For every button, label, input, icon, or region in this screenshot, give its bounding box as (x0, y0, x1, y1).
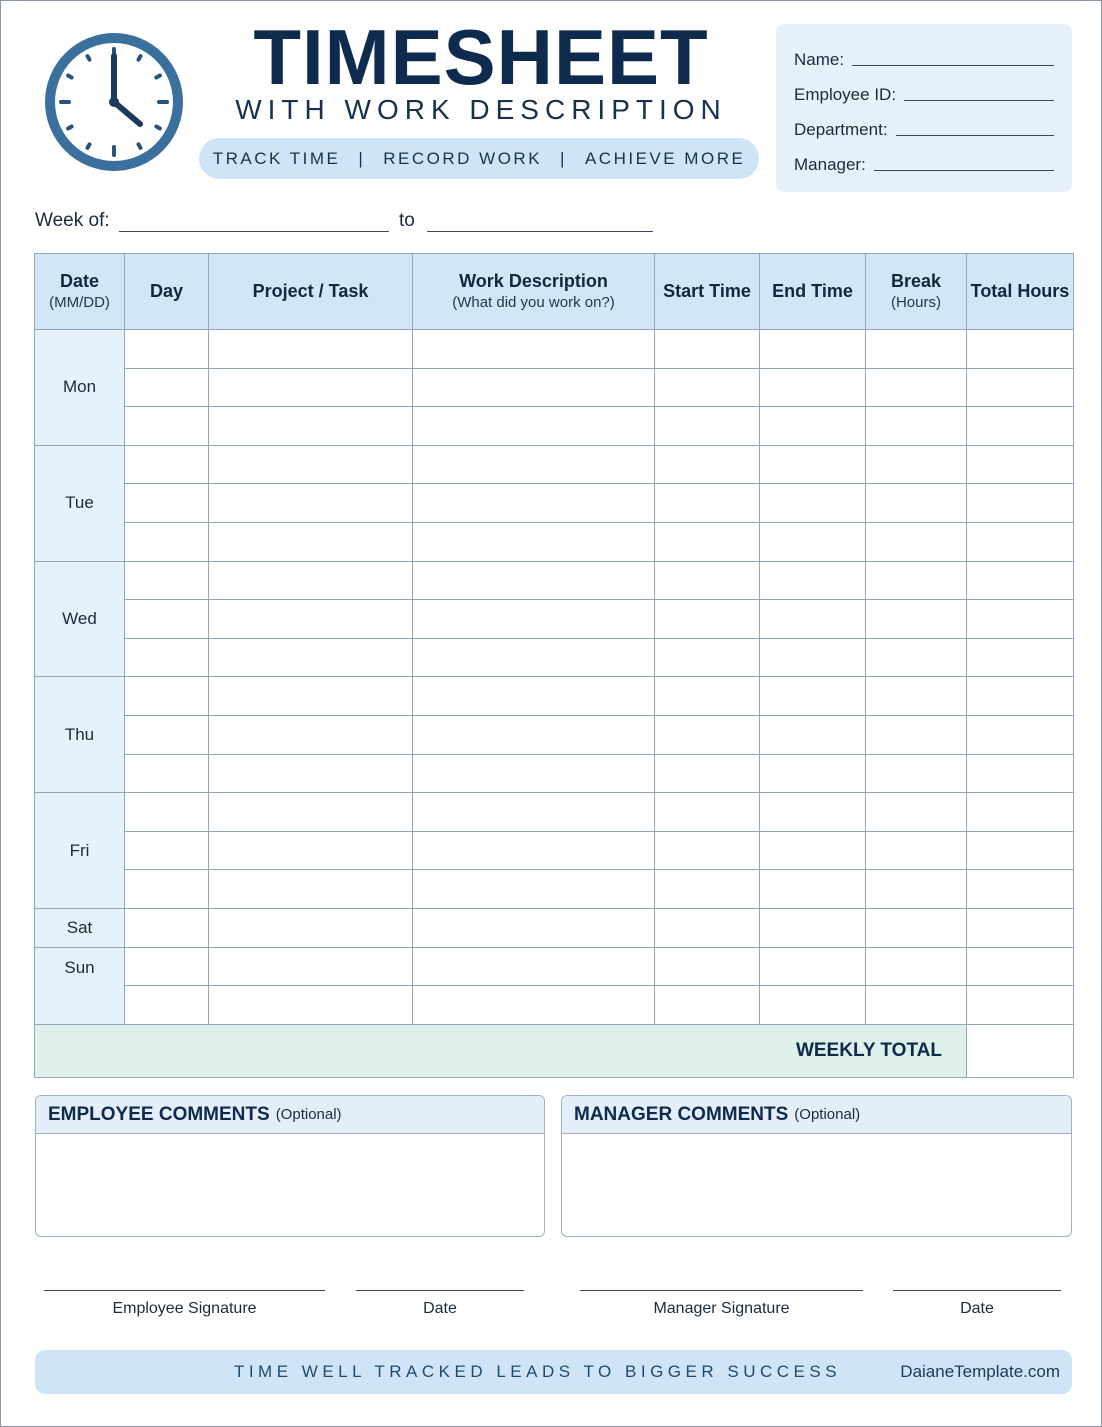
entry-cell[interactable] (209, 368, 413, 407)
entry-cell[interactable] (967, 870, 1074, 909)
entry-cell[interactable] (413, 986, 655, 1025)
entry-cell[interactable] (655, 754, 760, 793)
entry-cell[interactable] (655, 445, 760, 484)
manager-comments-title: MANAGER COMMENTS (574, 1103, 789, 1125)
entry-cell[interactable] (655, 561, 760, 600)
entry-cell[interactable] (209, 715, 413, 754)
day-label-cell: Sat (35, 908, 125, 947)
table-row (35, 484, 1074, 523)
entry-cell[interactable] (866, 947, 967, 986)
employee-signature-label: Employee Signature (112, 1300, 257, 1317)
timesheet-table (34, 253, 1074, 1078)
table-row (35, 947, 1074, 986)
entry-cell[interactable] (209, 793, 413, 832)
entry-cell[interactable] (760, 908, 866, 947)
day-label-cell: Mon (35, 330, 125, 446)
entry-cell[interactable] (209, 330, 413, 369)
table-row (35, 407, 1074, 446)
entry-cell[interactable] (967, 522, 1074, 561)
entry-cell[interactable] (655, 908, 760, 947)
entry-cell[interactable] (760, 870, 866, 909)
employee-comments-title: EMPLOYEE COMMENTS (48, 1103, 270, 1125)
entry-cell[interactable] (967, 445, 1074, 484)
entry-cell[interactable] (760, 793, 866, 832)
day-label-cell: Thu (35, 677, 125, 793)
entry-cell[interactable] (866, 638, 967, 677)
employee-info-box (776, 24, 1072, 192)
entry-cell[interactable] (760, 561, 866, 600)
entry-cell[interactable] (967, 638, 1074, 677)
entry-cell[interactable] (209, 677, 413, 716)
weekly-total-label: WEEKLY TOTAL (35, 1024, 967, 1077)
entry-cell[interactable] (866, 715, 967, 754)
entry-cell[interactable] (413, 831, 655, 870)
entry-cell[interactable] (967, 368, 1074, 407)
table-row (35, 561, 1074, 600)
entry-cell[interactable] (760, 754, 866, 793)
entry-cell[interactable] (967, 407, 1074, 446)
table-row (35, 368, 1074, 407)
entry-cell[interactable] (655, 484, 760, 523)
entry-cell[interactable] (760, 986, 866, 1025)
entry-cell[interactable] (760, 330, 866, 369)
entry-cell[interactable] (413, 908, 655, 947)
entry-cell[interactable] (655, 831, 760, 870)
manager-input-line[interactable] (874, 170, 1054, 171)
footer-site-link[interactable]: DaianeTemplate.com (900, 1362, 1060, 1381)
employee-id-label: Employee ID: (794, 85, 897, 104)
table-header-row (35, 254, 1074, 330)
entry-cell[interactable] (967, 600, 1074, 639)
tagline-item: ACHIEVE MORE (584, 148, 746, 168)
column-header-work-description: Work Description (What did you work on?) (413, 254, 655, 330)
entry-cell[interactable] (125, 715, 209, 754)
entry-cell[interactable] (413, 368, 655, 407)
entry-cell[interactable] (125, 947, 209, 986)
entry-cell[interactable] (413, 484, 655, 523)
entry-cell[interactable] (209, 754, 413, 793)
table-row (35, 600, 1074, 639)
employee-comments-header (36, 1096, 544, 1134)
entry-cell[interactable] (655, 677, 760, 716)
entry-cell[interactable] (209, 407, 413, 446)
entry-cell[interactable] (413, 947, 655, 986)
footer-slogan: TIME WELL TRACKED LEADS TO BIGGER SUCCESS (233, 1362, 842, 1381)
day-label-cell: Tue (35, 445, 125, 561)
entry-cell[interactable] (413, 600, 655, 639)
entry-cell[interactable] (760, 831, 866, 870)
week-to-label: to (399, 210, 415, 231)
entry-cell[interactable] (413, 677, 655, 716)
entry-cell[interactable] (760, 368, 866, 407)
entry-cell[interactable] (967, 986, 1074, 1025)
entry-cell[interactable] (866, 831, 967, 870)
entry-cell[interactable] (760, 484, 866, 523)
tagline-separator: | (560, 148, 567, 168)
name-field[interactable] (794, 46, 1054, 70)
day-label-cell: Fri (35, 793, 125, 909)
entry-cell[interactable] (413, 715, 655, 754)
manager-date-label: Date (960, 1300, 994, 1317)
entry-cell[interactable] (413, 870, 655, 909)
employee-signature-line[interactable] (44, 1290, 325, 1291)
manager-date-line[interactable] (893, 1290, 1061, 1291)
entry-cell[interactable] (866, 677, 967, 716)
entry-cell[interactable] (760, 407, 866, 446)
clock-icon (44, 32, 184, 172)
manager-comments-box[interactable] (561, 1095, 1072, 1237)
entry-cell[interactable] (866, 600, 967, 639)
entry-cell[interactable] (125, 986, 209, 1025)
table-row (35, 715, 1074, 754)
column-header-start-time: Start Time (655, 254, 760, 330)
department-input-line[interactable] (896, 135, 1054, 136)
entry-cell[interactable] (209, 947, 413, 986)
entry-cell[interactable] (866, 986, 967, 1025)
entry-cell[interactable] (866, 330, 967, 369)
table-row (35, 793, 1074, 832)
entry-cell[interactable] (125, 831, 209, 870)
entry-cell[interactable] (209, 522, 413, 561)
entry-cell[interactable] (125, 368, 209, 407)
entry-cell[interactable] (655, 947, 760, 986)
entry-cell[interactable] (760, 600, 866, 639)
entry-cell[interactable] (209, 986, 413, 1025)
entry-cell[interactable] (760, 947, 866, 986)
manager-field[interactable] (794, 151, 1054, 175)
entry-cell[interactable] (866, 407, 967, 446)
entry-cell[interactable] (866, 870, 967, 909)
week-end-input-line[interactable] (427, 231, 653, 232)
table-row (35, 986, 1074, 1025)
department-label: Department: (794, 120, 888, 139)
column-header-day: Day (125, 254, 209, 330)
entry-cell[interactable] (413, 793, 655, 832)
entry-cell[interactable] (125, 522, 209, 561)
entry-cell[interactable] (655, 793, 760, 832)
tagline-item: RECORD WORK (383, 148, 543, 168)
weekly-total-cell[interactable] (967, 1024, 1074, 1077)
entry-cell[interactable] (125, 638, 209, 677)
employee-id-input-line[interactable] (904, 100, 1054, 101)
page-subtitle: WITH WORK DESCRIPTION (235, 94, 727, 125)
employee-comments-optional-note: (Optional) (275, 1106, 342, 1123)
entry-cell[interactable] (125, 561, 209, 600)
table-row (35, 522, 1074, 561)
employee-comments-box[interactable] (35, 1095, 545, 1237)
column-header-break: Break (Hours) (866, 254, 967, 330)
entry-cell[interactable] (866, 445, 967, 484)
entry-cell[interactable] (655, 986, 760, 1025)
name-label: Name: (794, 50, 845, 69)
entry-cell[interactable] (866, 793, 967, 832)
employee-id-field[interactable] (794, 81, 1054, 105)
entry-cell[interactable] (655, 330, 760, 369)
entry-cell[interactable] (125, 445, 209, 484)
name-input-line[interactable] (852, 65, 1054, 66)
entry-cell[interactable] (413, 638, 655, 677)
entry-cell[interactable] (209, 908, 413, 947)
entry-cell[interactable] (125, 600, 209, 639)
department-field[interactable] (794, 116, 1054, 140)
entry-cell[interactable] (655, 600, 760, 639)
page-title: TIMESHEET (253, 13, 709, 101)
table-row (35, 677, 1074, 716)
table-row (35, 831, 1074, 870)
entry-cell[interactable] (866, 754, 967, 793)
table-row (35, 754, 1074, 793)
entry-cell[interactable] (413, 561, 655, 600)
entry-cell[interactable] (209, 561, 413, 600)
entry-cell[interactable] (209, 445, 413, 484)
entry-cell[interactable] (967, 484, 1074, 523)
entry-cell[interactable] (760, 677, 866, 716)
entry-cell[interactable] (967, 793, 1074, 832)
entry-cell[interactable] (967, 754, 1074, 793)
day-label-cell: Sun (35, 947, 125, 1024)
entry-cell[interactable] (655, 522, 760, 561)
manager-signature-label: Manager Signature (653, 1300, 790, 1317)
manager-label: Manager: (794, 155, 866, 174)
entry-cell[interactable] (125, 908, 209, 947)
entry-cell[interactable] (125, 754, 209, 793)
entry-cell[interactable] (125, 484, 209, 523)
table-row (35, 445, 1074, 484)
entry-cell[interactable] (967, 330, 1074, 369)
entry-cell[interactable] (967, 715, 1074, 754)
timesheet-body (35, 330, 1074, 1078)
entry-cell[interactable] (125, 793, 209, 832)
employee-date-label: Date (423, 1300, 457, 1317)
entry-cell[interactable] (209, 870, 413, 909)
manager-signature-line[interactable] (580, 1290, 863, 1291)
column-header-total-hours: Total Hours (967, 254, 1074, 330)
entry-cell[interactable] (866, 561, 967, 600)
entry-cell[interactable] (866, 484, 967, 523)
table-row (35, 908, 1074, 947)
entry-cell[interactable] (760, 445, 866, 484)
entry-cell[interactable] (209, 831, 413, 870)
entry-cell[interactable] (967, 677, 1074, 716)
entry-cell[interactable] (655, 870, 760, 909)
entry-cell[interactable] (655, 368, 760, 407)
manager-comments-header (562, 1096, 1071, 1134)
weekly-total-row (35, 1024, 1074, 1077)
employee-date-line[interactable] (356, 1290, 524, 1291)
entry-cell[interactable] (866, 522, 967, 561)
entry-cell[interactable] (413, 754, 655, 793)
entry-cell[interactable] (655, 407, 760, 446)
column-header-project-task: Project / Task (209, 254, 413, 330)
entry-cell[interactable] (967, 561, 1074, 600)
table-row (35, 330, 1074, 369)
entry-cell[interactable] (413, 330, 655, 369)
column-header-date: Date (MM/DD) (35, 254, 125, 330)
entry-cell[interactable] (866, 368, 967, 407)
entry-cell[interactable] (967, 831, 1074, 870)
entry-cell[interactable] (413, 522, 655, 561)
entry-cell[interactable] (655, 638, 760, 677)
entry-cell[interactable] (209, 484, 413, 523)
tagline-item: TRACK TIME (212, 148, 341, 168)
table-row (35, 870, 1074, 909)
footer-banner (35, 1350, 1072, 1394)
entry-cell[interactable] (125, 330, 209, 369)
tagline-separator: | (358, 148, 366, 168)
entry-cell[interactable] (209, 638, 413, 677)
table-row (35, 638, 1074, 677)
column-header-end-time: End Time (760, 254, 866, 330)
entry-cell[interactable] (760, 638, 866, 677)
entry-cell[interactable] (655, 715, 760, 754)
day-label-cell: Wed (35, 561, 125, 677)
entry-cell[interactable] (413, 445, 655, 484)
entry-cell[interactable] (413, 407, 655, 446)
entry-cell[interactable] (967, 947, 1074, 986)
entry-cell[interactable] (125, 407, 209, 446)
entry-cell[interactable] (866, 908, 967, 947)
entry-cell[interactable] (967, 908, 1074, 947)
entry-cell[interactable] (125, 677, 209, 716)
entry-cell[interactable] (209, 600, 413, 639)
entry-cell[interactable] (760, 715, 866, 754)
tagline-banner (199, 138, 759, 179)
week-of-label: Week of: (35, 210, 110, 231)
entry-cell[interactable] (760, 522, 866, 561)
entry-cell[interactable] (125, 870, 209, 909)
week-start-input-line[interactable] (119, 231, 389, 232)
manager-comments-optional-note: (Optional) (794, 1106, 861, 1123)
